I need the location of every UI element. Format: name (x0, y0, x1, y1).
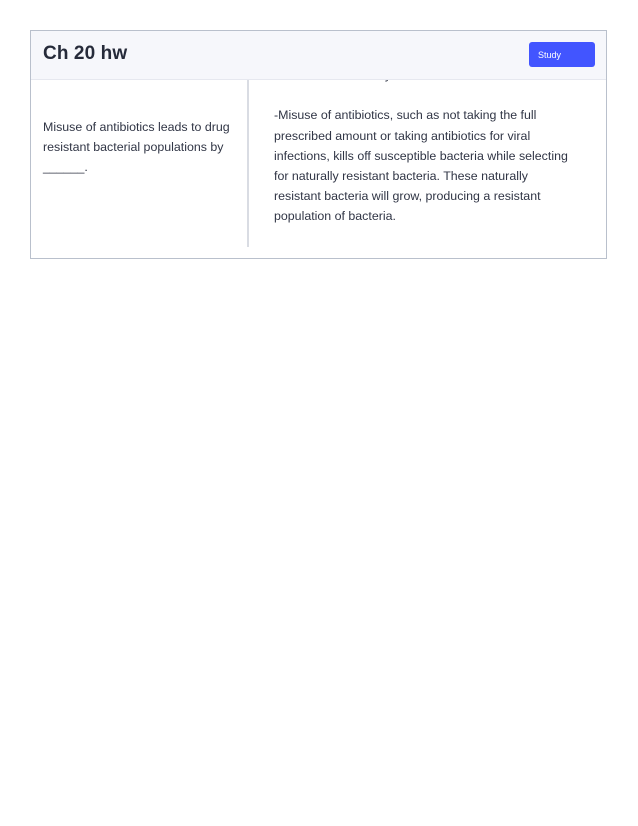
set-header (31, 31, 606, 80)
flashcard-set-panel (30, 30, 607, 259)
set-title: Ch 20 hw (43, 43, 128, 64)
definition-text: -Misuse of antibiotics, such as not taking the full prescribed amount or taking antibiotics for viral infections, kills off susceptible bacteria while selecting for naturally resistant bacteria. These naturally resistant bacteria will grow, producing a resistant population of bacteria. (274, 108, 572, 224)
term-definition-divider (247, 79, 249, 247)
card-term: Misuse of antibiotics leads to drug resistant bacterial populations by ______. (43, 120, 230, 174)
study-button[interactable]: Study (529, 42, 595, 67)
definition-spacer (274, 85, 574, 105)
card-definition (274, 65, 574, 227)
